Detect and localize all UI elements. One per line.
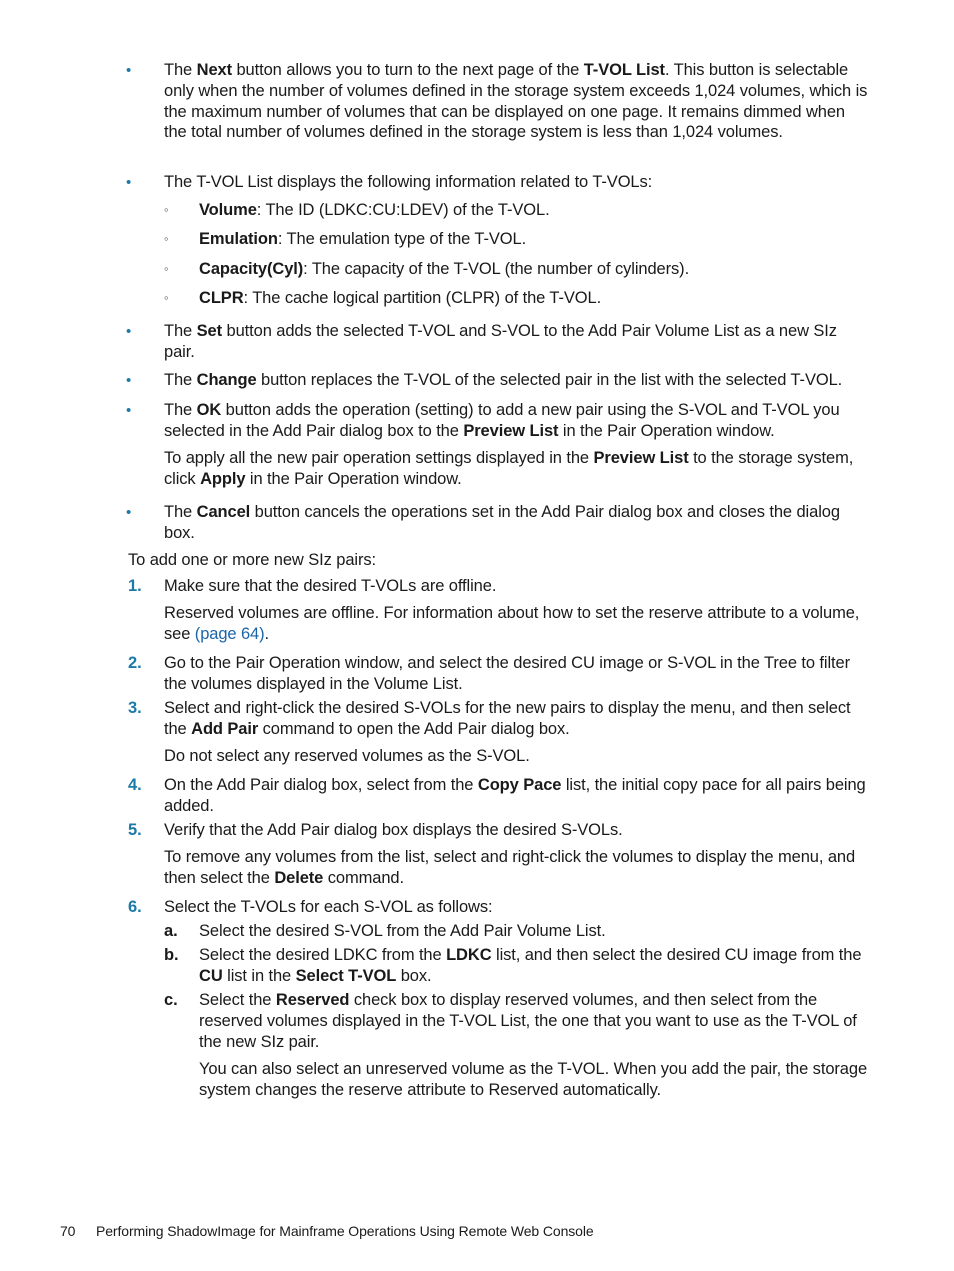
paragraph-cancel-button: The Cancel button cancels the operations set in the Add Pair dialog box and closes the dialog box. (164, 503, 840, 542)
bullet-marker: • (126, 174, 132, 191)
step-number: 2. (128, 654, 142, 672)
substep-b-text: Select the desired LDKC from the LDKC list, and then select the desired CU image from the CU list in the Select T-VOL box. (199, 946, 862, 985)
sub-item-volume: Volume: The ID (LDKC:CU:LDEV) of the T-VOL. (199, 201, 550, 219)
substep-a-text: Select the desired S-VOL from the Add Pair Volume List. (199, 922, 606, 940)
step-5-text: Verify that the Add Pair dialog box displays the desired S-VOLs. (164, 821, 623, 839)
sub-bullet-marker: ◦ (164, 202, 169, 217)
step-number: 1. (128, 577, 142, 595)
term-next: Next (196, 61, 232, 79)
step-number: 4. (128, 776, 142, 794)
sub-bullet-marker: ◦ (164, 290, 169, 305)
step-6-text: Select the T-VOLs for each S-VOL as follows: (164, 898, 493, 916)
page-link[interactable]: (page 64) (194, 624, 265, 643)
bullet-marker: • (126, 402, 132, 419)
substep-label: b. (164, 946, 179, 964)
bullet-marker: • (126, 323, 132, 340)
step-5-note: To remove any volumes from the list, select and right-click the volumes to display the menu, and then select the Delete command. (164, 848, 856, 887)
bullet-marker: • (126, 504, 132, 521)
paragraph-tvol-list: The T-VOL List displays the following information related to T-VOLs: (164, 173, 653, 191)
step-number: 5. (128, 821, 142, 839)
sub-item-capacity: Capacity(Cyl): The capacity of the T-VOL (the number of cylinders). (199, 260, 690, 278)
sub-item-emulation: Emulation: The emulation type of the T-VOL. (199, 230, 527, 248)
procedure-intro: To add one or more new SIz pairs: (128, 551, 376, 569)
substep-label: a. (164, 922, 178, 940)
step-1-note: Reserved volumes are offline. For information about how to set the reserve attribute to a volume, see (page 64). (164, 604, 860, 643)
bullet-marker: • (126, 372, 132, 389)
step-4-text: On the Add Pair dialog box, select from the Copy Pace list, the initial copy pace for all pairs being added. (164, 776, 866, 815)
paragraph-next-button: The Next button allows you to turn to the next page of the T-VOL List. This button is selectable only when the number of volumes defined in the storage system exceeds 1,024 volumes, which is the maximum number of volumes that can be displayed on one page. It remains dimmed when the total number of volumes defined in the storage system is less than 1,024 volumes. (164, 61, 868, 142)
step-number: 3. (128, 699, 142, 717)
step-3-note: Do not select any reserved volumes as the S-VOL. (164, 747, 530, 765)
step-number: 6. (128, 898, 142, 916)
sub-item-clpr: CLPR: The cache logical partition (CLPR) of the T-VOL. (199, 289, 602, 307)
sub-bullet-marker: ◦ (164, 261, 169, 276)
step-1-text: Make sure that the desired T-VOLs are offline. (164, 577, 497, 595)
step-2-text: Go to the Pair Operation window, and select the desired CU image or S-VOL in the Tree to filter the volumes displayed in the Volume List. (164, 654, 850, 693)
sub-bullet-marker: ◦ (164, 231, 169, 246)
substep-c-text: Select the Reserved check box to display reserved volumes, and then select from the reserved volumes displayed in the T-VOL List, the one that you want to use as the T-VOL of the new SIz pair. (199, 991, 857, 1051)
bullet-marker: • (126, 62, 132, 79)
page-footer (60, 1222, 594, 1240)
substep-c-note: You can also select an unreserved volume as the T-VOL. When you add the pair, the storage system changes the reserve attribute to Reserved automatically. (199, 1060, 868, 1099)
term-tvol-list: T-VOL List (583, 61, 665, 79)
step-3-text: Select and right-click the desired S-VOLs for the new pairs to display the menu, and then select the Add Pair command to open the Add Pair dialog box. (164, 699, 851, 738)
paragraph-ok-button: The OK button adds the operation (setting) to add a new pair using the S-VOL and T-VOL you selected in the Add Pair dialog box to the Preview List in the Pair Operation window. (164, 401, 840, 440)
paragraph-change-button: The Change button replaces the T-VOL of the selected pair in the list with the selected T-VOL. (164, 371, 843, 389)
paragraph-set-button: The Set button adds the selected T-VOL and S-VOL to the Add Pair Volume List as a new SIz pair. (164, 322, 837, 361)
substep-label: c. (164, 991, 178, 1009)
footer-title: Performing ShadowImage for Mainframe Operations Using Remote Web Console (96, 1223, 594, 1239)
paragraph-apply-note: To apply all the new pair operation settings displayed in the Preview List to the storage system, click Apply in the Pair Operation window. (164, 449, 854, 488)
page-number: 70 (60, 1223, 76, 1239)
